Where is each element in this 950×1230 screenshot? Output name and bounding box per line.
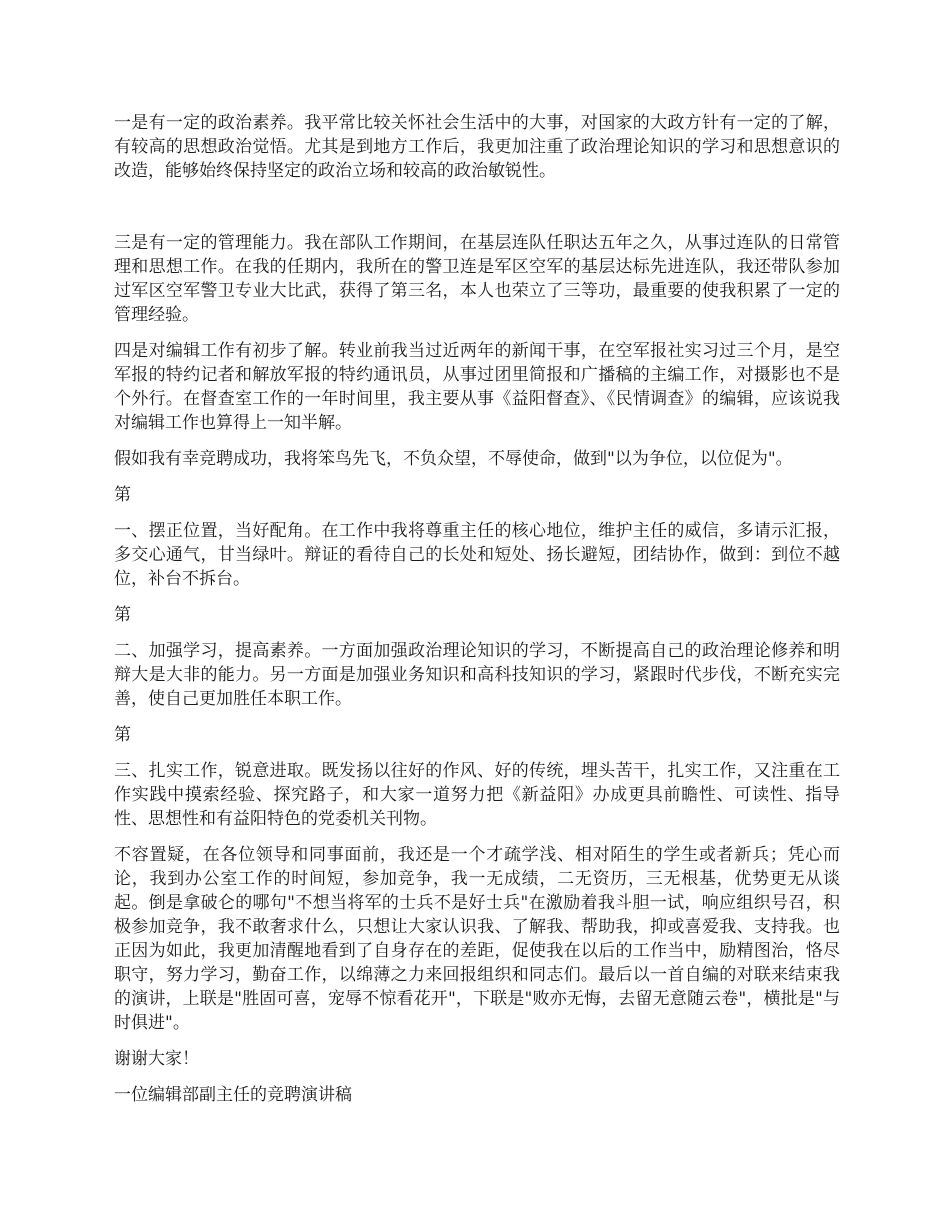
paragraph-point-three: 三、扎实工作，锐意进取。既发扬以往好的作风、好的传统，埋头苦干，扎实工作，又注重在工作实践中摸索经验、探究路子，和大家一道努力把《新益阳》办成更具前瞻性、可读性、指导性、思想性和有益阳特色的党委机关刊物。 <box>114 761 840 829</box>
paragraph-if-successful: 假如我有幸竞聘成功，我将笨鸟先飞，不负众望，不辱使命，做到"以为争位，以位促为"。 <box>114 449 793 469</box>
paragraph-title-footer: 一位编辑部副主任的竞聘演讲稿 <box>114 1085 352 1105</box>
paragraph-marker: 第 <box>114 605 131 625</box>
paragraph-point-two: 二、加强学习，提高素养。一方面加强政治理论知识的学习，不断提高自己的政治理论修养和明辩大是大非的能力。另一方面是加强业务知识和高科技知识的学习，紧跟时代步伐，不断充实完善，使自己更加胜任本职工作。 <box>114 641 840 709</box>
paragraph-marker: 第 <box>114 725 131 745</box>
paragraph-gap <box>114 195 840 231</box>
paragraph-editing-experience: 四是对编辑工作有初步了解。转业前我当过近两年的新闻干事，在空军报社实习过三个月，是空军报的特约记者和解放军报的特约通讯员，从事过团里简报和广播稿的主编工作，对摄影也不是个外行。在督查室工作的一年时间里，我主要从事《益阳督查》、《民情调查》的编辑，应该说我对编辑工作也算得上一知半解。 <box>114 341 840 433</box>
paragraph-marker: 第 <box>114 485 131 505</box>
paragraph-point-one: 一、摆正位置，当好配角。在工作中我将尊重主任的核心地位，维护主任的威信，多请示汇报，多交心通气，甘当绿叶。辩证的看待自己的长处和短处、扬长避短，团结协作，做到：到位不越位，补台不拆台。 <box>114 521 840 589</box>
paragraph-closing: 不容置疑，在各位领导和同事面前，我还是一个才疏学浅、相对陌生的学生或者新兵；凭心而论，我到办公室工作的时间短，参加竞争，我一无成绩，二无资历，三无根基，优势更无从谈起。倒是拿破仑的哪句"不想当将军的士兵不是好士兵"在激励着我斗胆一试，响应组织号召，积极参加竞争，我不敢奢求什么，只想让大家认识我、了解我、帮助我，抑或喜爱我、支持我。也正因为如此，我更加清醒地看到了自身存在的差距，促使我在以后的工作当中，励精图治，恪尽职守，努力学习，勤奋工作，以绵薄之力来回报组织和同志们。最后以一首自编的对联来结束我的演讲，上联是"胜固可喜，宠辱不惊看花开"，下联是"败亦无悔，去留无意随云卷"，横批是"与时俱进"。 <box>114 845 840 1033</box>
paragraph-political-quality: 一是有一定的政治素养。我平常比较关怀社会生活中的大事，对国家的大政方针有一定的了解，有较高的思想政治觉悟。尤其是到地方工作后，我更加注重了政治理论知识的学习和思想意识的改造，能够始终保持坚定的政治立场和较高的政治敏锐性。 <box>114 113 840 181</box>
paragraph-management-ability: 三是有一定的管理能力。我在部队工作期间，在基层连队任职达五年之久，从事过连队的日常管理和思想工作。在我的任期内，我所在的警卫连是军区空军的基层达标先进连队，我还带队参加过军区空军警卫专业大比武，获得了第三名，本人也荣立了三等功，最重要的使我积累了一定的管理经验。 <box>114 233 840 325</box>
document-body <box>114 111 840 1119</box>
paragraph-thanks: 谢谢大家！ <box>114 1049 199 1069</box>
